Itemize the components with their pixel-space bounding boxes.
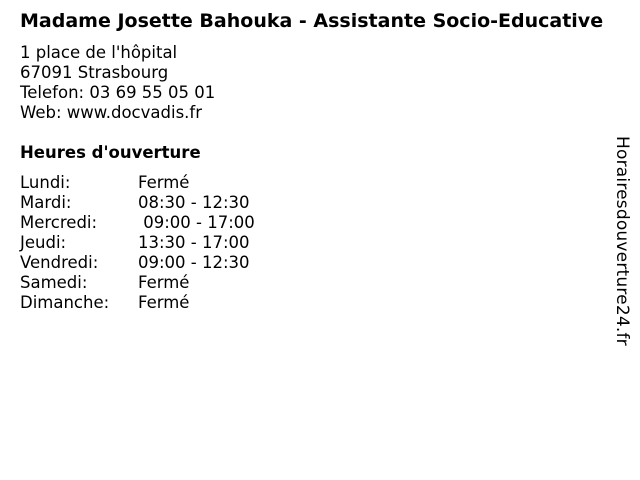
address-street: 1 place de l'hôpital [20, 43, 178, 62]
hours-table [20, 173, 255, 313]
day-hours: Fermé [138, 173, 190, 192]
website-link[interactable]: Web: www.docvadis.fr [20, 103, 202, 122]
business-name: Madame Josette Bahouka - Assistante Socio-Educative [20, 10, 604, 32]
site-watermark: Horairesdouverture24.fr [612, 136, 632, 346]
hours-row [20, 213, 255, 233]
day-hours: 08:30 - 12:30 [138, 193, 250, 212]
day-hours: 13:30 - 17:00 [138, 233, 250, 252]
hours-row [20, 173, 255, 193]
hours-row [20, 253, 255, 273]
business-card [20, 10, 610, 313]
day-label: Jeudi: [20, 233, 67, 252]
day-label: Mardi: [20, 193, 72, 212]
day-hours: 09:00 - 17:00 [138, 213, 255, 232]
day-hours: 09:00 - 12:30 [138, 253, 250, 272]
hours-row [20, 193, 255, 213]
hours-row [20, 273, 255, 293]
day-label: Samedi: [20, 273, 88, 292]
day-label: Vendredi: [20, 253, 99, 272]
hours-row [20, 233, 255, 253]
hours-heading: Heures d'ouverture [20, 143, 201, 162]
day-label: Dimanche: [20, 293, 110, 312]
hours-row [20, 293, 255, 313]
day-label: Lundi: [20, 173, 71, 192]
phone-number[interactable]: Telefon: 03 69 55 05 01 [20, 83, 216, 102]
day-hours: Fermé [138, 273, 190, 292]
day-hours: Fermé [138, 293, 190, 312]
address-city: 67091 Strasbourg [20, 63, 169, 82]
day-label: Mercredi: [20, 213, 98, 232]
